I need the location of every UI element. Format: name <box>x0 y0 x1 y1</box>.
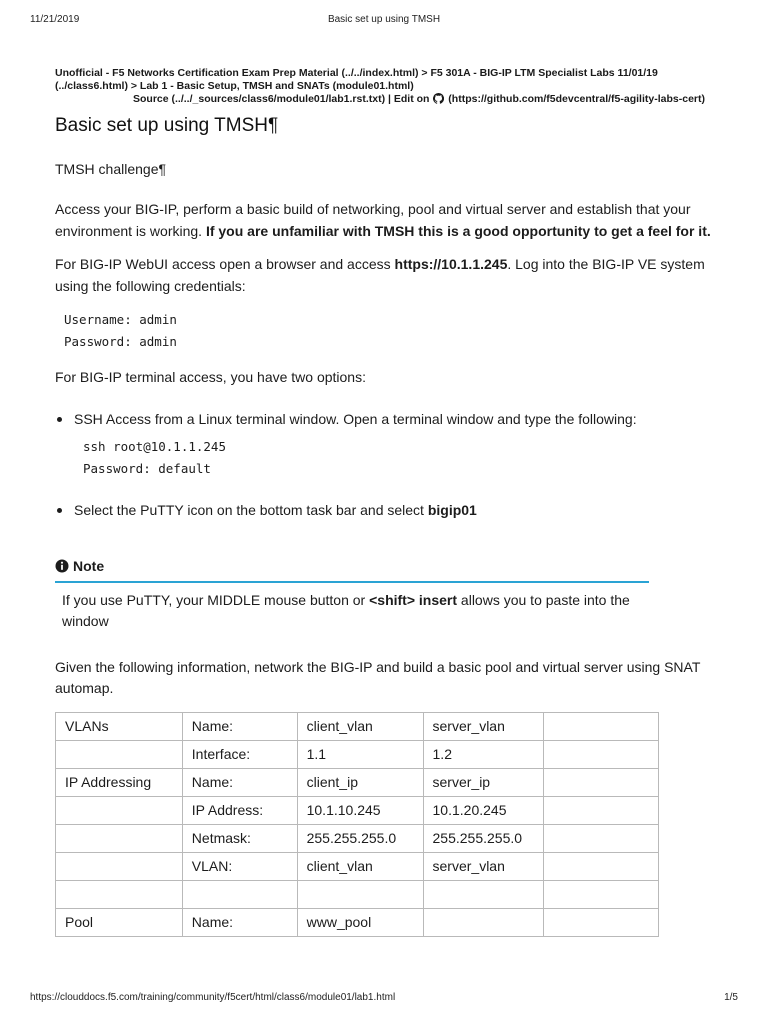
table-cell: 1.2 <box>423 740 544 768</box>
table-cell: Interface: <box>182 740 297 768</box>
config-table-body <box>56 712 659 936</box>
intro-text: Access your BIG-IP, perform a basic build of networking, pool and virtual server and establish that your environment is working. <box>55 201 691 239</box>
breadcrumb-line-2[interactable]: (../class6.html) > Lab 1 - Basic Setup, TMSH and SNATs (module01.html) <box>55 80 414 92</box>
list-item-ssh <box>55 409 715 431</box>
given-paragraph: Given the following information, network the BIG-IP and build a basic pool and virtual server using SNAT automap. <box>55 658 701 696</box>
table-cell <box>544 880 659 908</box>
table-row <box>56 880 659 908</box>
ssh-code-block: ssh root@10.1.1.245 Password: default <box>83 439 226 476</box>
table-cell: VLANs <box>56 712 183 740</box>
note-header <box>55 558 649 583</box>
terminal-options-list <box>55 409 715 431</box>
table-cell: client_ip <box>297 768 423 796</box>
table-cell <box>56 880 183 908</box>
table-cell <box>544 908 659 936</box>
table-cell <box>182 880 297 908</box>
table-cell: Name: <box>182 712 297 740</box>
main-content <box>55 114 715 937</box>
page-title: Basic set up using TMSH¶ <box>55 115 279 136</box>
breadcrumb-line-1[interactable]: Unofficial - F5 Networks Certification Exam Prep Material (../../index.html) > F5 301A - BIG-IP LTM Specialist Labs 11/01/19 <box>55 67 658 79</box>
table-cell <box>544 712 659 740</box>
note-body <box>55 583 645 633</box>
table-row <box>56 824 659 852</box>
intro-paragraph <box>55 199 715 242</box>
table-cell <box>544 768 659 796</box>
table-cell <box>297 880 423 908</box>
print-url: https://clouddocs.f5.com/training/community/f5cert/html/class6/module01/lab1.html <box>30 992 396 1003</box>
table-cell <box>56 740 183 768</box>
terminal-options-list-2 <box>55 500 715 522</box>
note-box <box>55 558 649 633</box>
github-icon <box>433 93 444 104</box>
table-cell: server_vlan <box>423 852 544 880</box>
list-item-putty <box>55 500 715 522</box>
print-footer <box>30 992 738 1006</box>
source-link[interactable]: Source (../../_sources/class6/module01/lab1.rst.txt) | Edit on <box>133 93 430 105</box>
intro-bold: If you are unfamiliar with TMSH this is a good opportunity to get a feel for it. <box>205 222 711 239</box>
terminal-paragraph: For BIG-IP terminal access, you have two options: <box>55 369 366 385</box>
table-cell: 10.1.20.245 <box>423 796 544 824</box>
table-cell <box>423 908 544 936</box>
table-cell: Name: <box>182 768 297 796</box>
putty-text: Select the PuTTY icon on the bottom task bar and select <box>74 502 428 518</box>
table-cell: client_vlan <box>297 712 423 740</box>
table-cell: client_vlan <box>297 852 423 880</box>
webui-text-pre: For BIG-IP WebUI access open a browser and access <box>55 256 395 272</box>
table-cell <box>544 824 659 852</box>
webui-paragraph <box>55 254 715 297</box>
table-cell: Name: <box>182 908 297 936</box>
note-keys: <shift> insert <box>369 591 458 608</box>
credentials-code-block: Username: admin Password: admin <box>64 312 177 349</box>
table-cell: 255.255.255.0 <box>423 824 544 852</box>
ssh-text: SSH Access from a Linux terminal window. Open a terminal window and type the following: <box>74 410 637 427</box>
table-cell: Netmask: <box>182 824 297 852</box>
table-cell: IP Addressing <box>56 768 183 796</box>
page-number: 1/5 <box>724 992 738 1003</box>
table-cell <box>423 880 544 908</box>
putty-host: bigip01 <box>427 502 477 518</box>
table-row <box>56 712 659 740</box>
table-cell: Pool <box>56 908 183 936</box>
table-cell: www_pool <box>297 908 423 936</box>
config-table <box>55 712 659 937</box>
table-row <box>56 908 659 936</box>
edit-on-github-link[interactable]: (https://github.com/f5devcentral/f5-agility-labs-cert) <box>448 93 705 105</box>
table-row <box>56 796 659 824</box>
table-cell: IP Address: <box>182 796 297 824</box>
table-cell <box>544 796 659 824</box>
section-title: TMSH challenge¶ <box>55 161 167 177</box>
table-cell <box>56 852 183 880</box>
table-cell: 255.255.255.0 <box>297 824 423 852</box>
print-header <box>30 14 738 28</box>
table-cell: 1.1 <box>297 740 423 768</box>
webui-url: https://10.1.1.245 <box>394 256 508 272</box>
note-text-post: allows you to paste into the window <box>62 591 630 629</box>
note-text-pre: If you use PuTTY, your MIDDLE mouse button or <box>62 591 370 608</box>
table-row <box>56 852 659 880</box>
table-cell <box>56 824 183 852</box>
note-title: Note <box>73 557 105 574</box>
webui-text-post: . Log into the BIG-IP VE system using the following credentials: <box>55 256 705 294</box>
table-cell <box>544 740 659 768</box>
table-cell: server_vlan <box>423 712 544 740</box>
table-row <box>56 740 659 768</box>
table-row <box>56 768 659 796</box>
table-cell <box>544 852 659 880</box>
table-cell: VLAN: <box>182 852 297 880</box>
table-cell <box>56 796 183 824</box>
table-cell: server_ip <box>423 768 544 796</box>
info-icon <box>55 559 69 573</box>
print-title: Basic set up using TMSH <box>327 14 441 25</box>
table-cell: 10.1.10.245 <box>297 796 423 824</box>
breadcrumb <box>55 67 735 106</box>
breadcrumb-source-line <box>55 93 735 106</box>
print-date: 11/21/2019 <box>30 14 80 25</box>
